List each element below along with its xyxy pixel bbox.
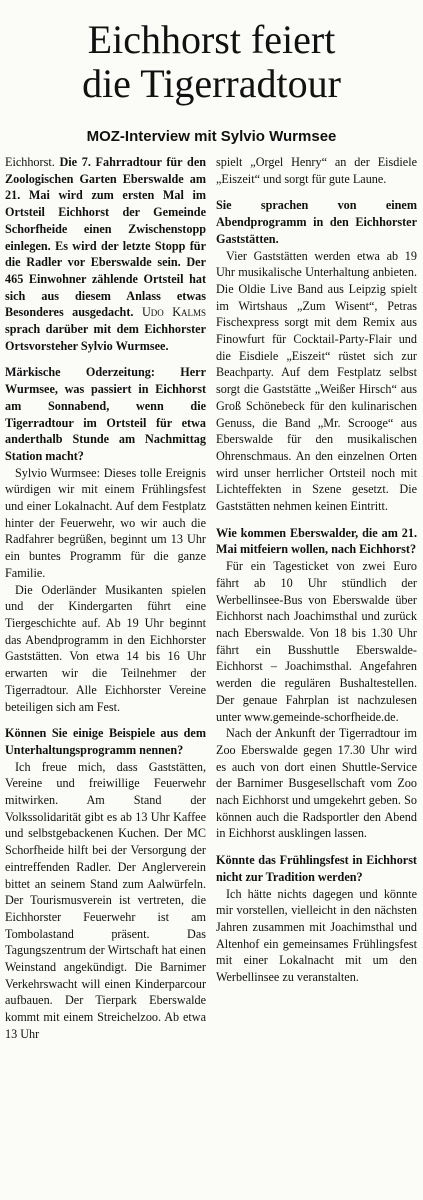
- lead-tail: sprach darüber mit dem Eichhorster Ortsvorsteher Sylvio Wurmsee.: [5, 322, 206, 353]
- answer-4-paragraph-1: Für ein Tagesticket von zwei Euro fährt ab 10 Uhr stündlich der Werbellinsee-Bus von Eberswalde über Eichhorst nach Joachimsthal und zurück nach Eberswalde. Von 18 bis 1.30 Uhr fährt ein Busshuttle Eberswalde-Eichhorst – Joachimsthal. Angefahren werden die regulären Bushaltestellen. Der genaue Fahrplan ist nachzulesen unter www.gemeinde-schorfheide.de.: [216, 559, 417, 724]
- question-2: Können Sie einige Beispiele aus dem Unterhaltungsprogramm nennen?: [5, 726, 206, 757]
- lead-paragraph: [5, 154, 206, 354]
- headline-line-2: die Tigerradtour: [82, 61, 341, 106]
- answer-2-continued: spielt „Orgel Henry“ an der Eisdiele „Eiszeit“ und sorgt für gute Laune.: [216, 155, 417, 186]
- answer-3: Vier Gaststätten werden etwa ab 19 Uhr musikalische Unterhaltung anbieten. Die Oldie Live Band aus Leipzig spielt im Wirtshaus „Zum Wisent“, Petras Fischexpress sorgt mit dem Remix aus Finowfurt für Cocktail-Party-Flair und die Eisdiele „Eiszeit“ rüstet sich zur Beachparty. Auf dem Festplatz selbst sorgt die Gaststätte „Weißer Hirsch“ aus Groß Schönebeck für den kulinarischen Genuss, die Band „Mr. Scrooge“ aus Eberswalde für den musikalischen Ohrenschmaus. An den einzelnen Orten wird unser herrlicher Ortsteil noch mit Lichteffekten in Szene gesetzt. Die Gaststätten nehmen keinen Eintritt.: [216, 248, 417, 514]
- left-column: [5, 154, 206, 1043]
- right-column: [216, 154, 417, 986]
- question-4: Wie kommen Eberswalder, die am 21. Mai mitfeiern wollen, nach Eichhorst?: [216, 525, 417, 557]
- question-3: Sie sprachen von einem Abendprogramm in den Eichhorster Gaststätten.: [216, 198, 417, 246]
- answer-1-paragraph-2: Die Oderländer Musikanten spielen und der Kindergarten führt eine Tiergeschichte auf. Ab 19 Uhr beginnt das Abendprogramm in den Eichhorster Gaststätten. Von etwa 14 bis 16 Uhr erwarten wir die Teilnehmer der Tigerradtour. Alle Eichhorster Vereine beteiligen sich am Fest.: [5, 582, 206, 714]
- question-5: Könnte das Frühlingsfest in Eichhorst nicht zur Tradition werden?: [216, 853, 417, 884]
- answer-4-paragraph-2: Nach der Ankunft der Tigerradtour im Zoo Eberswalde gegen 17.30 Uhr wird es auch von dort einen Shuttle-Service der Barnimer Busgesellschaft vom Zoo nach Eichhorst und umgekehrt geben. So können auch die Radsportler den Abend in Eichhorst ausklingen lassen.: [216, 726, 417, 841]
- answer-1-paragraph-1: Sylvio Wurmsee: Dieses tolle Ereignis würdigen wir mit einem Frühlingsfest und einer Lokalnacht. Auf dem Festplatz hinter der Feuerwehr, wo wir auch die Radfahrer begrüßen, beginnt um 13 Uhr ein buntes Programm für die ganze Familie.: [5, 465, 206, 580]
- author-name: Udo Kalms: [141, 305, 207, 320]
- question-1: Märkische Oderzeitung: Herr Wurmsee, was passiert in Eichhorst am Sonnabend, wenn die Tigerradtour im Ortsteil für etwa anderthalb Stunde am Nachmittag Station macht?: [5, 365, 206, 463]
- subheadline: MOZ-Interview mit Sylvio Wurmsee: [86, 128, 337, 145]
- dateline: Eichhorst.: [5, 155, 55, 169]
- headline: [0, 18, 423, 106]
- answer-2: Ich freue mich, dass Gaststätten, Vereine und freiwillige Feuerwehr mitwirken. Am Stand der Volkssolidarität gibt es ab 13 Uhr Kaffee und selbstgebackenen Kuchen. Der MC Schorfheide hilft bei der Versorgung der eintreffenden Radler. Der Anglerverein bittet an seinem Stand zum Aalwürfeln. Der Tourismusverein ist vertreten, die Eichhorster Feuerwehr ist am Tombolastand präsent. Das Tagungszentrum der Wirtschaft hat einen Weinstand angekündigt. Die Barnimer Verkehrswacht will einen Kinderparcour aufbauen. Der Tierpark Eberswalde kommt mit einem Streichelzoo. Ab etwa 13 Uhr: [5, 759, 206, 1041]
- answer-5: Ich hätte nichts dagegen und könnte mir vorstellen, vielleicht in den nächsten Jahren zusammen mit Joachimsthal und Altenhof ein gemeinsames Frühlingsfest mit einer Lokalnacht mit um den Werbellinsee zu veranstalten.: [216, 886, 417, 985]
- headline-line-1: Eichhorst feiert: [87, 17, 336, 62]
- lead-text: Die 7. Fahrradtour für den Zoologischen Garten Eberswalde am 21. Mai wird zum ersten Mal im Ortsteil Eichhorst der Gemeinde Schorfheide einen Zwischenstopp einlegen. Es wird der letzte Stopp für die Radler vor Eberswalde sein. Der 465 Einwohner zählende Ortsteil hat sich aus diesem Anlass etwas Besonderes ausgedacht.: [5, 155, 207, 320]
